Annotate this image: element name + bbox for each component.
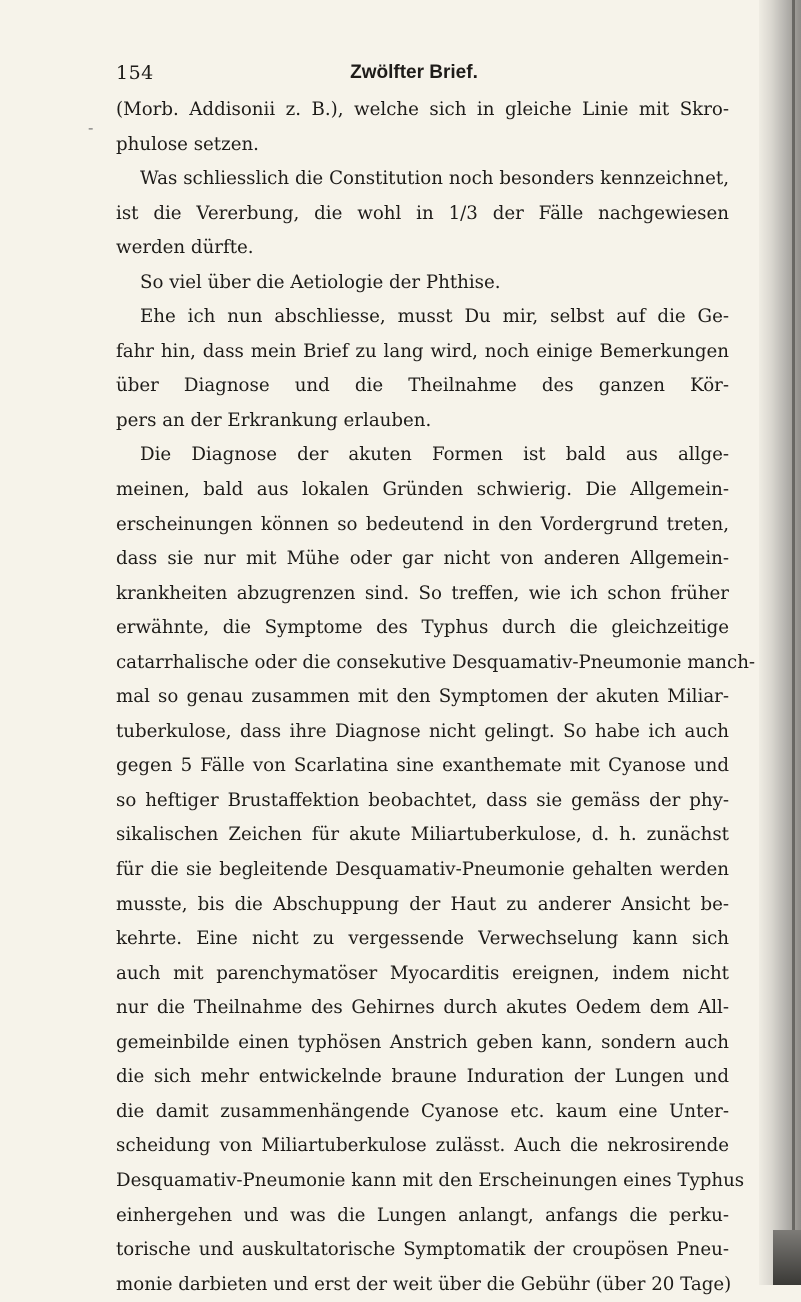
text-line: die sich mehr entwickelnde braune Induration der Lungen und — [116, 1066, 729, 1088]
text-line: meinen, bald aus lokalen Gründen schwierig. Die Allgemein- — [116, 479, 729, 501]
text-line: Desquamativ-Pneumonie kann mit den Erscheinungen eines Typhus — [116, 1169, 745, 1191]
text-line: So viel über die Aetiologie der Phthise. — [140, 271, 501, 293]
text-line: pers an der Erkrankung erlauben. — [116, 409, 432, 431]
text-line: Was schliesslich die Constitution noch besonders kennzeichnet, — [140, 168, 729, 190]
text-line: tuberkulose, dass ihre Diagnose nicht gelingt. So habe ich auch — [116, 720, 729, 742]
page-header — [100, 62, 728, 92]
text-line: gemeinbilde einen typhösen Anstrich geben kann, sondern auch — [116, 1031, 729, 1053]
text-line: ist die Vererbung, die wohl in 1/3 der Fälle nachgewiesen — [116, 202, 729, 224]
text-line: auch mit parenchymatöser Myocarditis ereignen, indem nicht — [116, 962, 729, 984]
body-text — [116, 93, 756, 1302]
text-line: mal so genau zusammen mit den Symptomen der akuten Miliar- — [116, 686, 729, 708]
text-line: catarrhalische oder die consekutive Desquamativ-Pneumonie manch- — [116, 651, 756, 673]
text-line: krankheiten abzugrenzen sind. So treffen, wie ich schon früher — [116, 582, 729, 604]
text-line: (Morb. Addisonii z. B.), welche sich in gleiche Linie mit Skro- — [116, 99, 729, 120]
text-line: die damit zusammenhängende Cyanose etc. kaum eine Unter- — [116, 1100, 729, 1122]
text-line: werden dürfte. — [116, 237, 254, 259]
text-line: phulose setzen. — [116, 133, 259, 155]
text-line: einhergehen und was die Lungen anlangt, anfangs die perku- — [116, 1204, 729, 1226]
text-line: torische und auskultatorische Symptomatik der croupösen Pneu- — [116, 1239, 729, 1261]
page-number: 154 — [116, 62, 154, 84]
page-edge-line — [792, 0, 795, 1285]
text-line: monie darbieten und erst der weit über die Gebühr (über 20 Tage) — [116, 1273, 732, 1295]
text-line: kehrte. Eine nicht zu vergessende Verwechselung kann sich — [116, 928, 729, 950]
text-line: über Diagnose und die Theilnahme des ganzen Kör- — [116, 375, 729, 397]
text-line: Ehe ich nun abschliesse, musst Du mir, selbst auf die Ge- — [140, 306, 729, 328]
text-line: gegen 5 Fälle von Scarlatina sine exanthemate mit Cyanose und — [116, 755, 729, 777]
text-line: so heftiger Brustaffektion beobachtet, dass sie gemäss der phy- — [116, 789, 729, 811]
text-line: musste, bis die Abschuppung der Haut zu anderer Ansicht be- — [116, 893, 729, 915]
text-line: für die sie begleitende Desquamativ-Pneumonie gehalten werden — [116, 859, 729, 881]
text-line: erscheinungen können so bedeutend in den Vordergrund treten, — [116, 513, 729, 535]
text-line: erwähnte, die Symptome des Typhus durch die gleichzeitige — [116, 617, 729, 639]
running-title: Zwölfter Brief. — [350, 62, 478, 83]
page-corner-shadow — [773, 1230, 801, 1285]
text-line: fahr hin, dass mein Brief zu lang wird, noch einige Bemerkungen — [116, 340, 729, 362]
text-line: nur die Theilnahme des Gehirnes durch akutes Oedem dem All- — [116, 997, 729, 1019]
text-line: dass sie nur mit Mühe oder gar nicht von anderen Allgemein- — [116, 548, 729, 570]
text-line: Die Diagnose der akuten Formen ist bald aus allge- — [140, 444, 729, 466]
margin-mark: - — [88, 118, 94, 137]
text-line: scheidung von Miliartuberkulose zulässt. Auch die nekrosirende — [116, 1135, 729, 1157]
text-line: sikalischen Zeichen für akute Miliartuberkulose, d. h. zunächst — [116, 824, 729, 846]
